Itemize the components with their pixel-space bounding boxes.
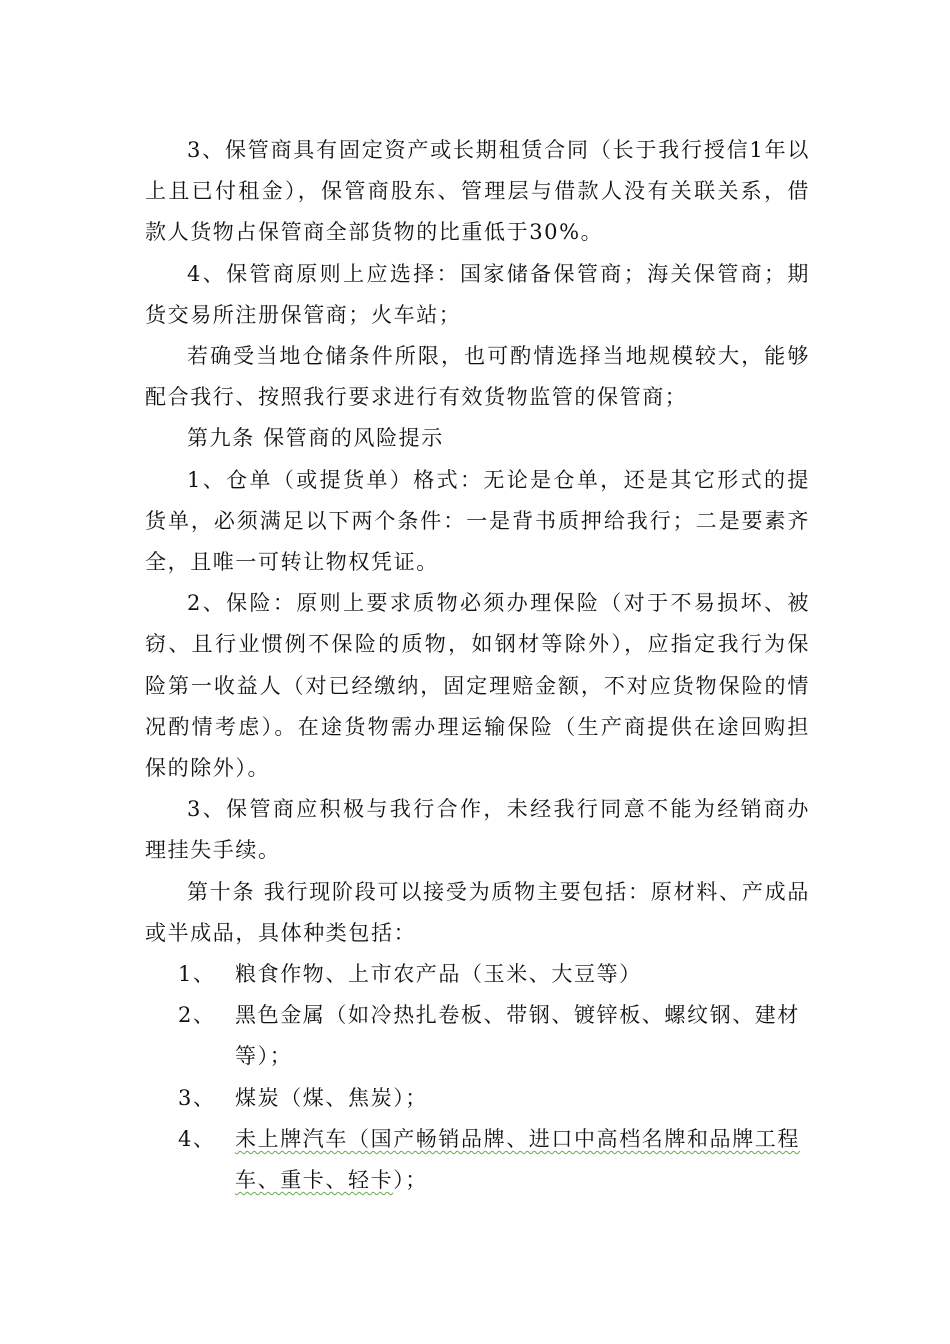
list-item (145, 1078, 810, 1119)
list-item (145, 954, 810, 995)
list-item-text: 煤炭（煤、焦炭）； (235, 1085, 428, 1110)
article-ten-heading: 第十条 我行现阶段可以接受为质物主要包括：原材料、产成品或半成品，具体种类包括： (145, 879, 810, 945)
list-item-number: 4、 (178, 1126, 216, 1151)
paragraph-insurance: 2、保险：原则上要求质物必须办理保险（对于不易损坏、被窃、且行业惯例不保险的质物，如钢材等除外），应指定我行为保险第一收益人（对已经缴纳，固定理赔金额，不对应货物保险的情况酌情考虑）。在途货物需办理运输保险（生产商提供在途回购担保的除外）。 (145, 591, 810, 781)
list-item-text: 黑色金属（如冷热扎卷板、带钢、镀锌板、螺纹钢、建材等）； (235, 1003, 800, 1069)
paragraph-warehouse-receipt: 1、仓单（或提货单）格式：无论是仓单，还是其它形式的提货单，必须满足以下两个条件：一是背书质押给我行；二是要素齐全，且唯一可转让物权凭证。 (145, 467, 810, 575)
list-item-number: 1、 (178, 962, 216, 987)
collateral-list (145, 954, 810, 1201)
list-item (145, 995, 810, 1077)
list-item-number: 2、 (178, 1003, 216, 1028)
list-item (145, 1119, 810, 1201)
document-body (145, 130, 810, 1201)
paragraph-cooperation: 3、保管商应积极与我行合作，未经我行同意不能为经销商办理挂失手续。 (145, 797, 810, 863)
paragraph-custodian-assets: 3、保管商具有固定资产或长期租赁合同（长于我行授信1年以上且已付租金），保管商股东、管理层与借款人没有关联关系，借款人货物占保管商全部货物的比重低于30%。 (145, 138, 810, 245)
list-item-text (235, 1119, 810, 1201)
paragraph-custodian-selection: 4、保管商原则上应选择：国家储备保管商；海关保管商；期货交易所注册保管商；火车站； (145, 261, 810, 327)
spellcheck-underlined-text: 未上牌汽车（国产畅销品牌、进口中高档名牌和品牌工程车、重卡、轻卡 (235, 1126, 800, 1193)
list-item-text: 粮食作物、上市农产品（玉米、大豆等） (235, 962, 642, 987)
paragraph-local-storage: 若确受当地仓储条件所限，也可酌情选择当地规模较大，能够配合我行、按照我行要求进行有效货物监管的保管商； (145, 344, 810, 410)
article-nine-heading: 第九条 保管商的风险提示 (187, 426, 444, 451)
list-item-text-end: ）； (393, 1168, 428, 1193)
list-item-number: 3、 (178, 1085, 216, 1110)
